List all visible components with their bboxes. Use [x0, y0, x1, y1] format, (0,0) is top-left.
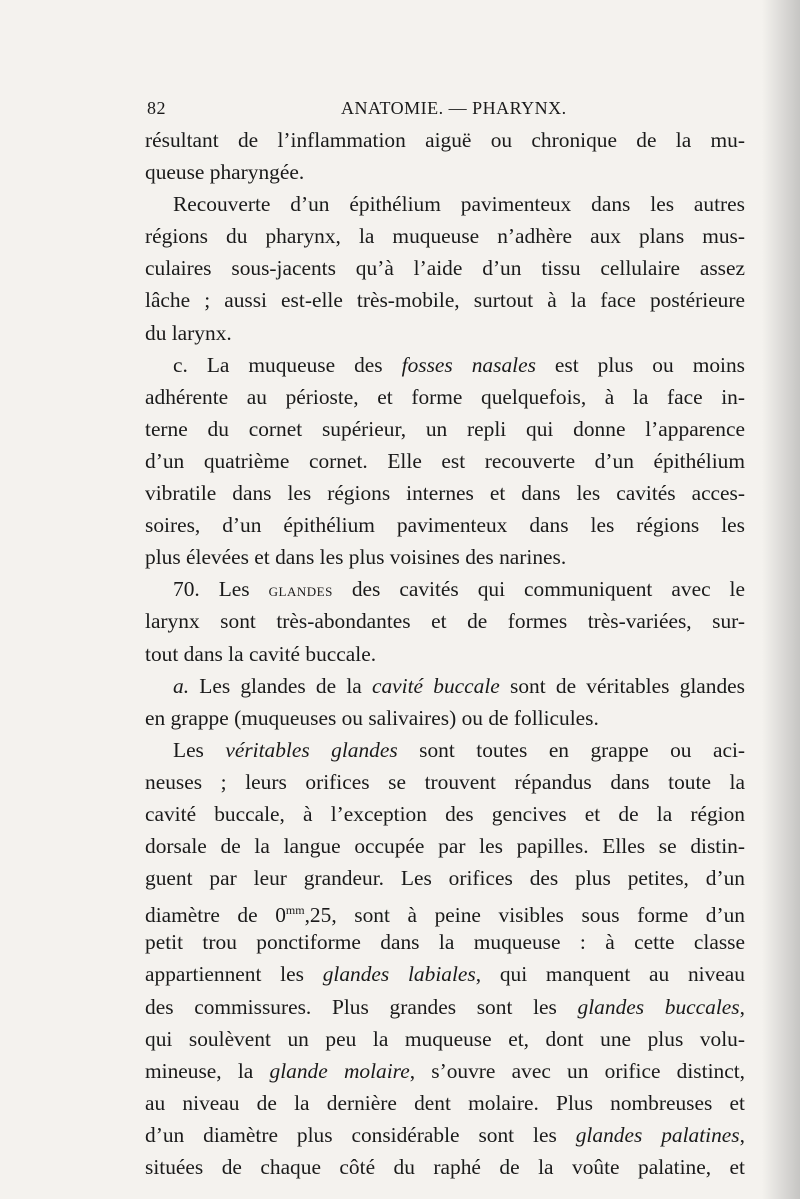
page-number: 82	[147, 98, 166, 118]
text-line: guent par leur grandeur. Les orifices des plus petites, d’un	[145, 866, 745, 891]
text-line: queuse pharyngée.	[145, 160, 305, 185]
page-edge-shadow	[762, 0, 800, 1199]
text-line: régions du pharynx, la muqueuse n’adhère aux plans mus-	[145, 224, 745, 249]
text-line: tout dans la cavité buccale.	[145, 641, 377, 666]
text-line: d’un quatrième cornet. Elle est recouverte d’un épithélium	[145, 448, 745, 473]
running-title: ANATOMIE. — PHARYNX.	[341, 98, 567, 118]
paragraph-start-line: a. Les glandes de la cavité buccale sont de véritables glandes	[173, 673, 745, 698]
italic-term: glandes buccales	[577, 994, 740, 1019]
text-line: mineuse, la glande molaire, s’ouvre avec un orifice distinct,	[145, 1058, 745, 1083]
text-line: qui soulèvent un peu la muqueuse et, dont une plus volu-	[145, 1026, 745, 1051]
italic-term: glande molaire	[269, 1058, 410, 1083]
paragraph-start-line: c. La muqueuse des fosses nasales est plus ou moins	[173, 352, 745, 377]
text-line: résultant de l’inflammation aiguë ou chronique de la mu-	[145, 128, 745, 152]
text-line: soires, d’un épithélium pavimenteux dans les régions les	[145, 513, 745, 538]
text-line: des commissures. Plus grandes sont les glandes buccales,	[145, 994, 745, 1019]
text-line: diamètre de $0^{mm},25$, sont à peine visibles sous forme d’un	[145, 903, 745, 928]
paragraph-start-line: Recouverte d’un épithélium pavimenteux dans les autres	[173, 192, 745, 217]
italic-term: fosses nasales	[401, 352, 536, 377]
text-line: situées de chaque côté du raphé de la voûte palatine, et	[145, 1155, 745, 1179]
italic-term: cavité buccale	[371, 673, 500, 698]
text-line: petit trou ponctiforme dans la muqueuse : à cette classe	[145, 930, 745, 955]
text-line: appartiennent les glandes labiales, qui manquent au niveau	[145, 962, 745, 987]
section-70-start-line: 70. Les glandes des cavités qui communiquent avec le	[173, 577, 745, 602]
text-line: en grappe (muqueuses ou salivaires) ou de follicules.	[145, 705, 599, 730]
paragraph-start-line: Les véritables glandes sont toutes en grappe ou aci-	[173, 737, 746, 762]
page-body	[145, 124, 745, 1183]
italic-term: véritables glandes	[225, 737, 398, 762]
text-line: terne du cornet supérieur, un repli qui donne l’apparence	[145, 416, 745, 441]
text-line: vibratile dans les régions internes et dans les cavités acces-	[145, 481, 745, 506]
text-line: du larynx.	[145, 320, 232, 345]
text-line: adhérente au périoste, et forme quelquefois, à la face in-	[145, 384, 745, 409]
running-header	[147, 98, 757, 122]
text-line: dorsale de la langue occupée par les papilles. Elles se distin-	[145, 834, 745, 859]
small-caps-term: glandes	[268, 580, 333, 602]
italic-term: glandes labiales	[322, 962, 476, 987]
superscript-unit: mm	[285, 903, 305, 918]
text-line: neuses ; leurs orifices se trouvent répandus dans toute la	[145, 769, 745, 794]
text-line: d’un diamètre plus considérable sont les glandes palatines,	[145, 1122, 745, 1147]
text-line: lâche ; aussi est-elle très-mobile, surtout à la face postérieure	[145, 288, 745, 313]
text-line: cavité buccale, à l’exception des gencives et de la région	[145, 801, 745, 826]
text-line: plus élevées et dans les plus voisines des narines.	[145, 545, 567, 570]
italic-term: glandes palatines	[575, 1122, 740, 1147]
text-line: au niveau de la dernière dent molaire. Plus nombreuses et	[145, 1090, 745, 1115]
text-line: larynx sont très-abondantes et de formes très-variées, sur-	[145, 609, 745, 634]
text-line: culaires sous-jacents qu’à l’aide d’un tissu cellulaire assez	[145, 256, 745, 281]
